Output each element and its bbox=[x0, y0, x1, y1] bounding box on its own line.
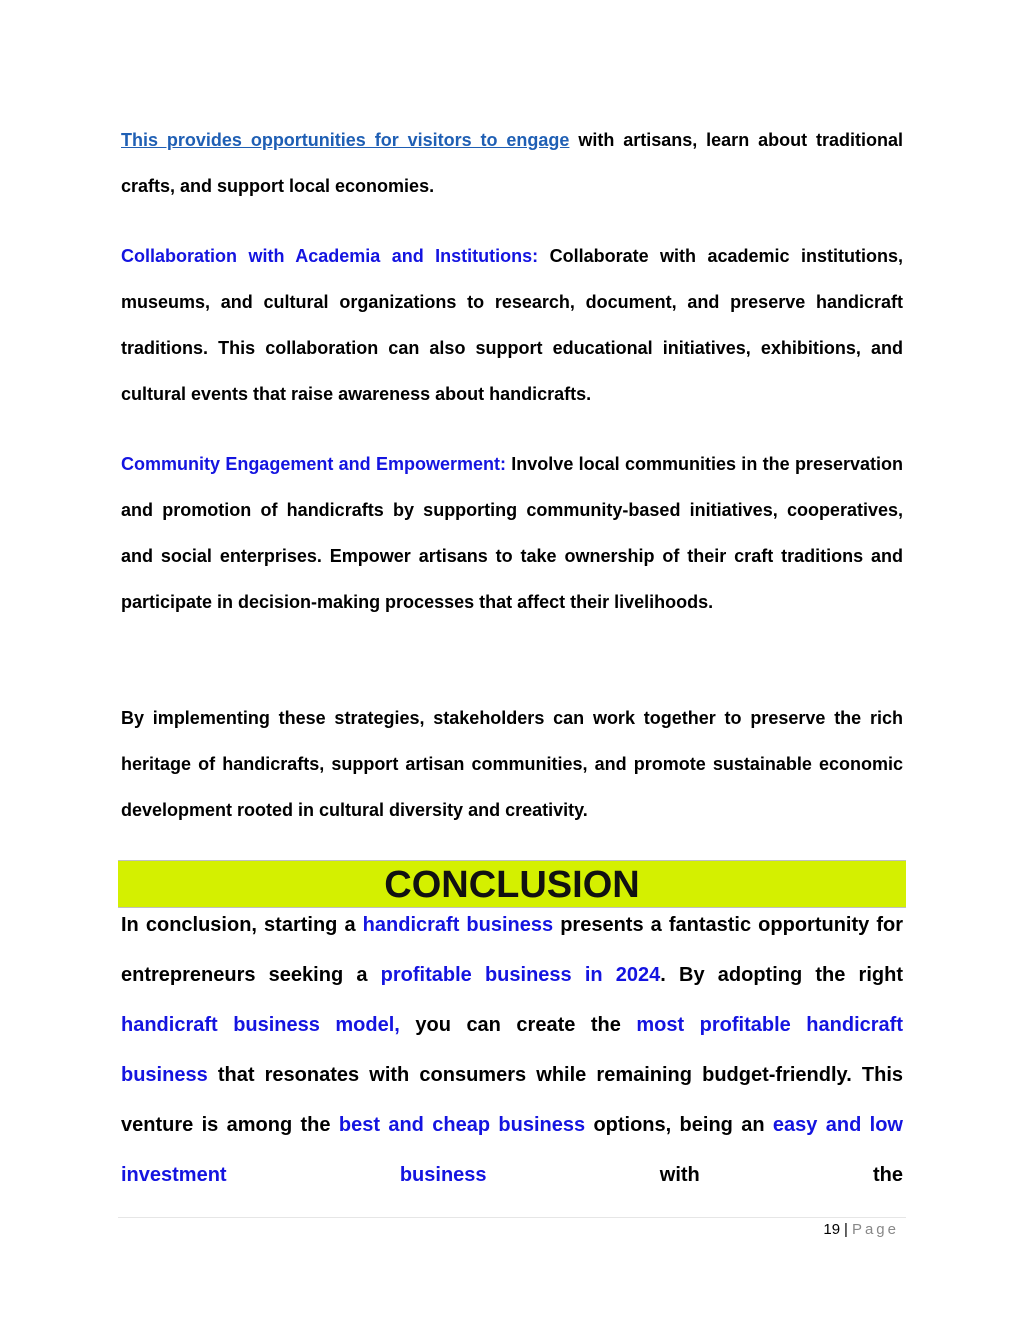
paragraph-visitors-text: with artisans, learn about traditional crafts, and support local economies. bbox=[121, 130, 903, 196]
conclusion-text-2: presents a fantastic opportunity for entrepreneurs seeking a bbox=[121, 914, 904, 986]
collaboration-body: Collaborate with academic institutions, museums, and cultural organizations to research, document, and preserve handicraft traditions. This collaboration can also support educational initiatives, exhibitions, and cultural events that raise awareness about handicrafts. bbox=[121, 246, 903, 404]
conclusion-text-3: . By adopting the right bbox=[660, 964, 903, 986]
community-body: Involve local communities in the preservation and promotion of handicrafts by supporting community-based initiatives, cooperatives, and social enterprises. Empower artisans to take ownership of their craft traditions and participate in decision-making processes that affect their livelihoods. bbox=[121, 454, 903, 612]
conclusion-text-4: you can create the bbox=[399, 1014, 637, 1036]
conclusion-text-7: with the bbox=[486, 1164, 903, 1186]
profitable-business-2024-link[interactable]: profitable business in 2024 bbox=[380, 964, 661, 986]
paragraph-summary bbox=[121, 695, 903, 833]
easy-low-investment-business-link[interactable]: easy and low investment business bbox=[121, 1114, 903, 1186]
footer-separator: | bbox=[844, 1221, 848, 1238]
handicraft-business-link[interactable]: handicraft business bbox=[362, 914, 554, 936]
paragraph-visitors bbox=[121, 117, 903, 209]
conclusion-text-1: In conclusion, starting a bbox=[121, 914, 363, 936]
footer-divider bbox=[118, 1217, 906, 1218]
handicraft-business-model-link[interactable]: handicraft business model, bbox=[121, 1014, 400, 1036]
best-and-cheap-business-link[interactable]: best and cheap business bbox=[338, 1114, 586, 1136]
summary-body: By implementing these strategies, stakeholders can work together to preserve the rich heritage of handicrafts, support artisan communities, and promote sustainable economic development rooted in cultural diversity and creativity. bbox=[121, 708, 903, 820]
conclusion-text-6: options, being an bbox=[585, 1114, 773, 1136]
paragraph-community bbox=[121, 441, 903, 625]
page-footer bbox=[823, 1221, 899, 1238]
conclusion-title: CONCLUSION bbox=[384, 864, 640, 906]
most-profitable-handicraft-business-link[interactable]: most profitable handicraft business bbox=[121, 1014, 903, 1086]
page-label: Page bbox=[851, 1221, 899, 1238]
paragraph-collaboration bbox=[121, 233, 903, 417]
page-number: 19 bbox=[823, 1221, 841, 1238]
community-heading: Community Engagement and Empowerment: bbox=[121, 454, 506, 474]
conclusion-paragraph bbox=[121, 900, 903, 1200]
collaboration-heading: Collaboration with Academia and Institutions: bbox=[121, 246, 539, 266]
conclusion-text-5: that resonates with consumers while remaining budget-friendly. This venture is among the bbox=[121, 1064, 903, 1136]
engage-link[interactable]: This provides opportunities for visitors to engage bbox=[121, 130, 570, 150]
